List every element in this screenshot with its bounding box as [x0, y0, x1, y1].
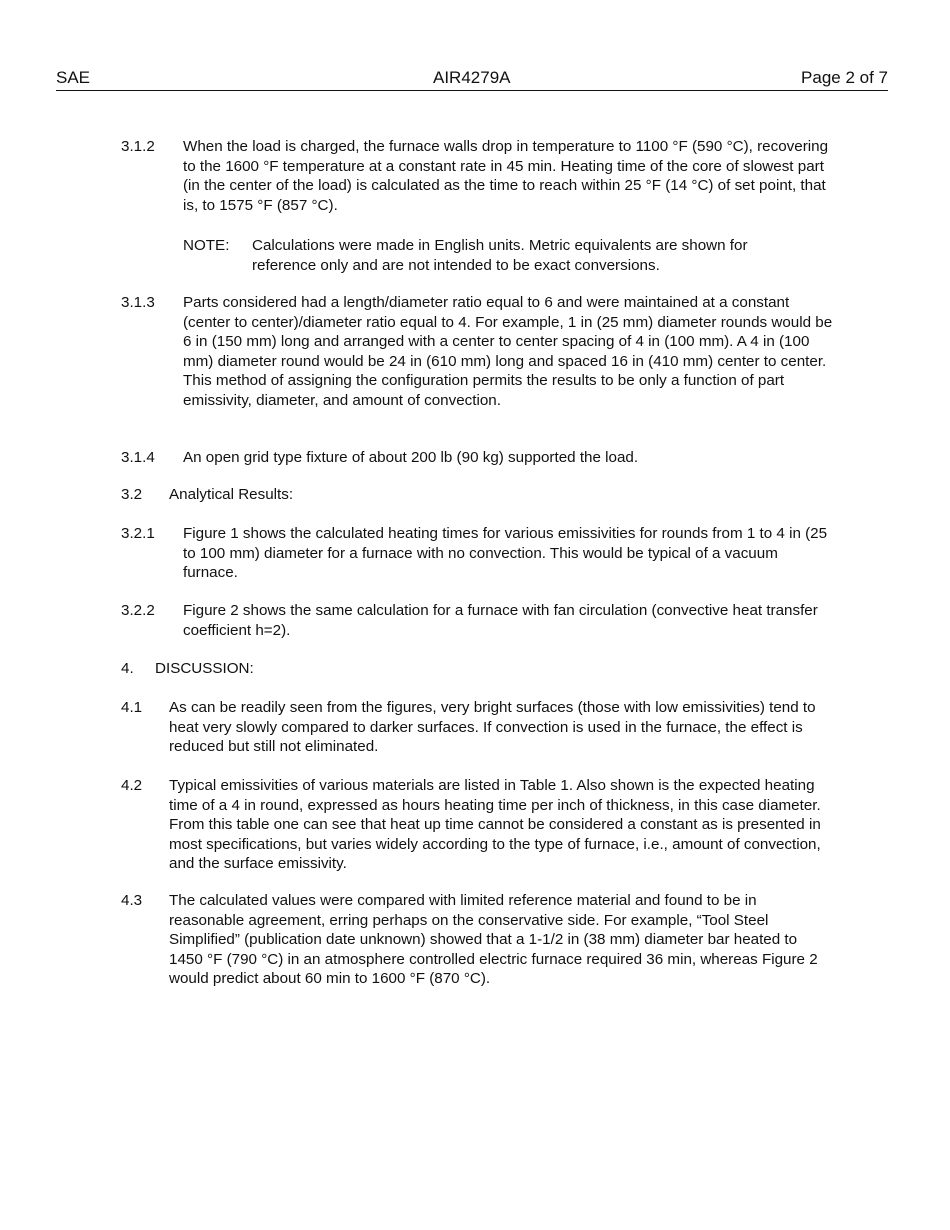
section-number: 4.3: [121, 892, 143, 909]
note-text: Calculations were made in English units. Metric equivalents are shown for reference only and are not intended to be exact conversions.: [252, 237, 748, 274]
section-4-2: [121, 776, 833, 874]
section-4-3: [121, 891, 833, 989]
section-3-1-4: [121, 448, 833, 468]
header-page-number: Page 2 of 7: [801, 68, 888, 87]
section-text: Figure 1 shows the calculated heating times for various emissivities for rounds from 1 to 4 in (25 to 100 mm) diameter for a furnace with no convection. This would be typical of a vacuum furnace.: [183, 525, 828, 582]
section-number: 3.2.2: [121, 602, 155, 619]
section-number: 4.: [121, 660, 134, 677]
section-3-1-2: [121, 137, 833, 215]
section-3-2: [121, 485, 833, 505]
section-text: Typical emissivities of various materials are listed in Table 1. Also shown is the expected heating time of a 4 in round, expressed as hours heating time per inch of thickness, in this case diameter. From this table one can see that heat up time cannot be considered a constant as is presented in most specifications, but varies widely according to the type of furnace, i.e., amount of convection, and the surface emissivity.: [169, 777, 821, 873]
section-number: 4.2: [121, 777, 143, 794]
page-header: [56, 68, 888, 91]
header-doc-id: AIR4279A: [433, 68, 511, 87]
section-number: 3.1.2: [121, 138, 155, 155]
section-heading: DISCUSSION:: [155, 660, 254, 677]
section-text: Parts considered had a length/diameter ratio equal to 6 and were maintained at a constant (center to center)/diameter ratio equal to 4. For example, 1 in (25 mm) diameter rounds would be 6 in (150 mm) long and arranged with a center to center spacing of 4 in (100 mm). A 4 in (100 mm) diameter round would be 24 in (610 mm) long and spaced 16 in (410 mm) center to center. This method of assigning the configuration permits the results to be only a function of part emissivity, diameter, and amount of convection.: [183, 294, 833, 409]
section-text: The calculated values were compared with limited reference material and found to be in reasonable agreement, erring perhaps on the conservative side. For example, “Tool Steel Simplified” (publication date unknown) showed that a 1-1/2 in (38 mm) diameter bar heated to 1450 °F (790 °C) in an atmosphere controlled electric furnace required 36 min, whereas Figure 2 would predict about 60 min to 1600 °F (870 °C).: [169, 892, 818, 988]
section-3-2-2: [121, 601, 833, 640]
section-4-1: [121, 698, 833, 757]
section-text: Figure 2 shows the same calculation for a furnace with fan circulation (convective heat transfer coefficient h=2).: [183, 602, 818, 639]
section-number: 3.2.1: [121, 525, 155, 542]
section-text: As can be readily seen from the figures, very bright surfaces (those with low emissivities) tend to heat very slowly compared to darker surfaces. If convection is used in the furnace, the effect is reduced but still not eliminated.: [169, 699, 816, 756]
section-4: [121, 659, 833, 679]
note-block: [183, 236, 813, 275]
section-text: An open grid type fixture of about 200 lb (90 kg) supported the load.: [183, 449, 639, 466]
section-number: 3.1.4: [121, 449, 155, 466]
section-text: When the load is charged, the furnace walls drop in temperature to 1100 °F (590 °C), recovering to the 1600 °F temperature at a constant rate in 45 min. Heating time of the core of slowest part (in the center of the load) is calculated as the time to reach within 25 °F (14 °C) of set point, that is, to 1575 °F (857 °C).: [183, 138, 829, 214]
header-org: SAE: [56, 68, 91, 87]
section-number: 3.1.3: [121, 294, 155, 311]
section-3-1-3: [121, 293, 833, 411]
note-label: NOTE:: [183, 237, 230, 254]
section-number: 3.2: [121, 486, 143, 503]
section-heading: Analytical Results:: [169, 486, 294, 503]
section-3-2-1: [121, 524, 833, 583]
section-number: 4.1: [121, 699, 143, 716]
